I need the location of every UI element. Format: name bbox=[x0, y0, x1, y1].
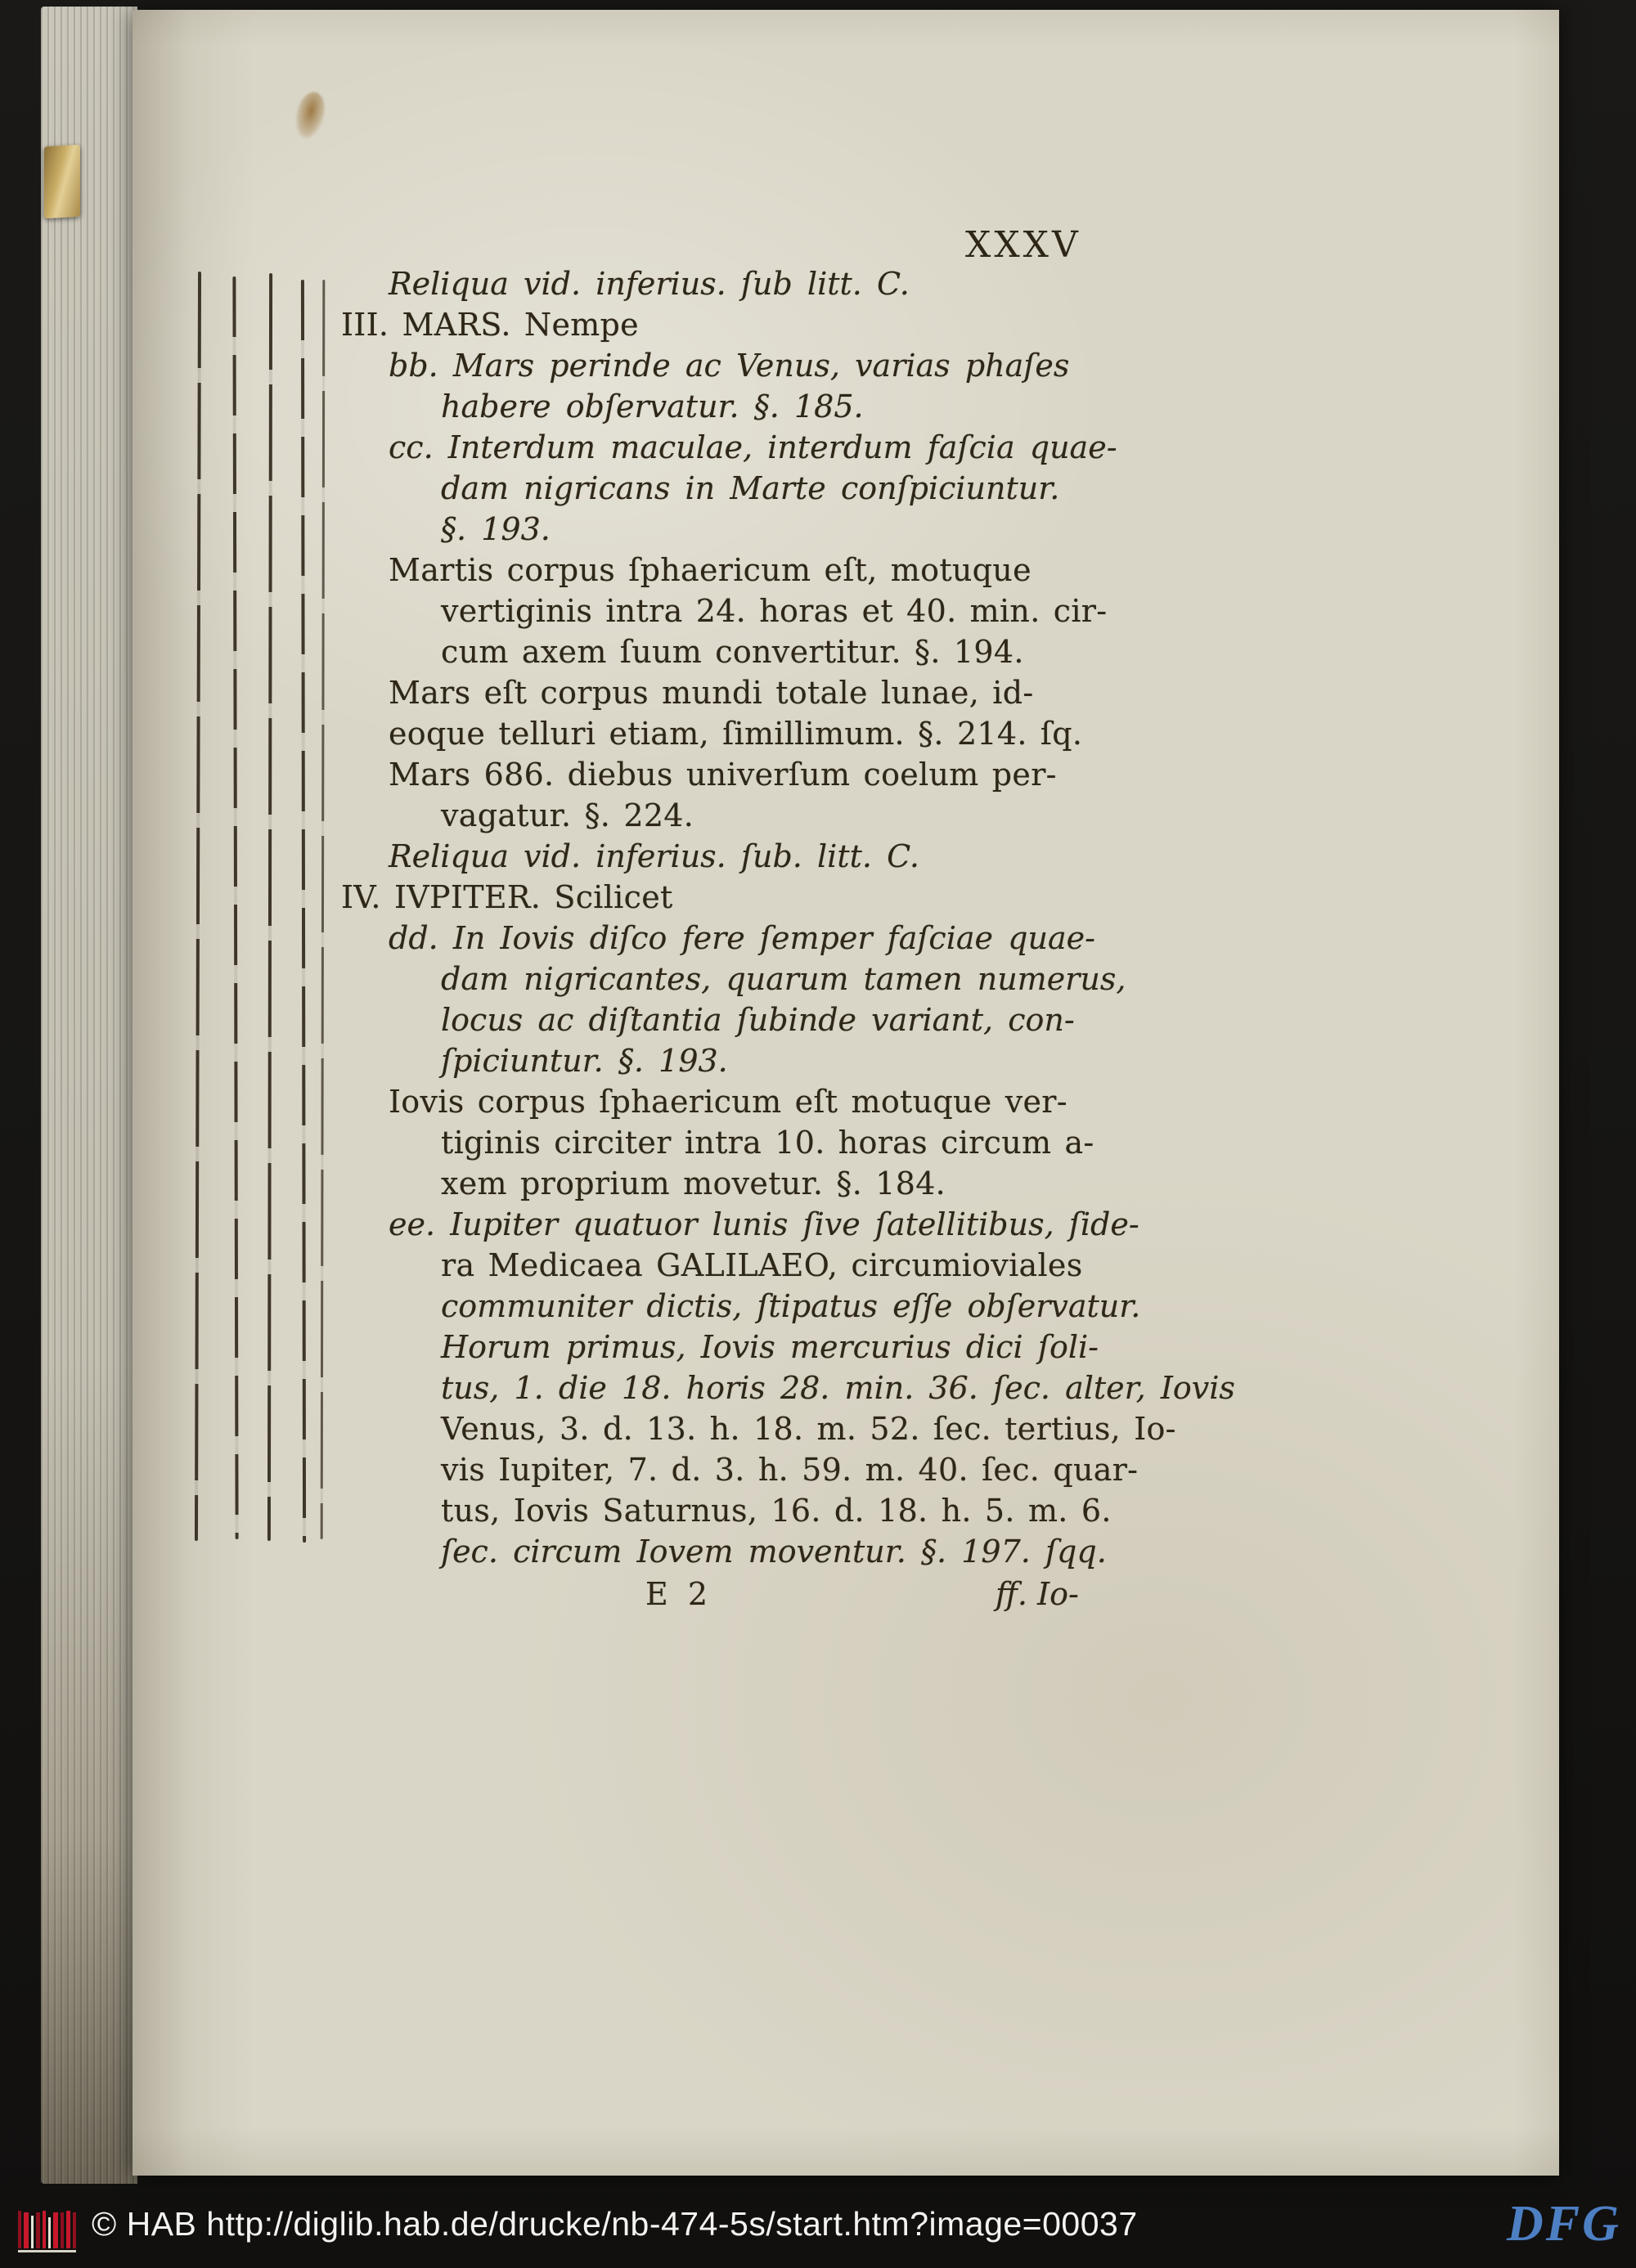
text-line: tus, Iovis Saturnus, 16. d. 18. h. 5. m. 6. bbox=[441, 1493, 1112, 1529]
text-line: cum axem ſuum convertitur. §. 194. bbox=[441, 634, 1024, 670]
text-line: Reliqua vid. inferius. ſub. litt. C. bbox=[389, 838, 919, 874]
text-line: locus ac diſtantia ſubinde variant, con- bbox=[441, 1002, 1075, 1038]
attribution-text: © HAB http://diglib.hab.de/drucke/nb-474-5s/start.htm?image=00037 bbox=[92, 2205, 1138, 2243]
text-line: habere obſervatur. §. 185. bbox=[441, 388, 864, 424]
signature-row bbox=[341, 1574, 1167, 1615]
margin-ink-line bbox=[195, 272, 201, 1541]
text-line: ſec. circum Iovem moventur. §. 197. ſqq. bbox=[441, 1534, 1107, 1570]
text-line: communiter dictis, ſtipatus eſſe obſervatur. bbox=[441, 1288, 1141, 1324]
margin-ink-line bbox=[301, 280, 306, 1543]
text-line: vertiginis intra 24. horas et 40. min. cir- bbox=[441, 593, 1108, 629]
attribution-footer bbox=[0, 2194, 1636, 2268]
paper-stain bbox=[290, 89, 329, 142]
text-line: vagatur. §. 224. bbox=[441, 797, 694, 833]
text-line: tiginis circiter intra 10. horas circum a- bbox=[441, 1125, 1094, 1161]
book-page bbox=[133, 10, 1559, 2176]
text-line: xem proprium movetur. §. 184. bbox=[441, 1165, 946, 1201]
text-line: IV. IVPITER. Scilicet bbox=[341, 879, 673, 915]
text-line: eoque telluri etiam, ſimillimum. §. 214. ſq. bbox=[389, 716, 1083, 752]
text-line: ſpiciuntur. §. 193. bbox=[441, 1043, 728, 1079]
dfg-logo: DFG bbox=[1507, 2196, 1621, 2252]
printed-text-block bbox=[341, 263, 1235, 1615]
text-line: ee. Iupiter quatuor lunis ſive ſatellitibus, ſide- bbox=[389, 1206, 1139, 1242]
signature-mark: E 2 bbox=[645, 1576, 712, 1612]
margin-ink-line bbox=[267, 273, 272, 1541]
text-line: Reliqua vid. inferius. ſub litt. C. bbox=[389, 266, 910, 302]
text-line: Mars eſt corpus mundi totale lunae, id- bbox=[389, 675, 1034, 711]
text-line: bb. Mars perinde ac Venus, varias phaſes bbox=[389, 348, 1070, 384]
page-number: XXXV bbox=[965, 224, 1081, 266]
text-line: cc. Interdum maculae, interdum faſcia quae- bbox=[389, 429, 1117, 465]
text-line: Iovis corpus ſphaericum eſt motuque ver- bbox=[389, 1084, 1067, 1120]
text-lines bbox=[341, 263, 1235, 1572]
text-line: dam nigricans in Marte conſpiciuntur. bbox=[441, 470, 1060, 506]
text-line: vis Iupiter, 7. d. 3. h. 59. m. 40. ſec. quar- bbox=[441, 1452, 1139, 1488]
catchword: ff. Io- bbox=[996, 1576, 1079, 1612]
hab-logo-icon bbox=[18, 2210, 76, 2252]
margin-ink-line bbox=[321, 280, 326, 1539]
text-line: Martis corpus ſphaericum eſt, motuque bbox=[389, 552, 1031, 588]
binding-clasp bbox=[44, 145, 80, 218]
text-line: Mars 686. diebus univerſum coelum per- bbox=[389, 757, 1057, 793]
text-line: tus, 1. die 18. horis 28. min. 36. ſec. alter, Iovis bbox=[441, 1370, 1235, 1406]
book-page-edges bbox=[41, 7, 137, 2184]
text-line: §. 193. bbox=[441, 511, 551, 547]
text-line: Venus, 3. d. 13. h. 18. m. 52. ſec. tertius, Io- bbox=[441, 1411, 1176, 1447]
text-line: dam nigricantes, quarum tamen numerus, bbox=[441, 961, 1126, 997]
text-line: dd. In Iovis diſco fere ſemper faſciae quae- bbox=[389, 920, 1095, 956]
text-line: ra Medicaea GALILAEO, circumioviales bbox=[441, 1247, 1083, 1283]
margin-ink-line bbox=[232, 276, 238, 1539]
text-line: III. MARS. Nempe bbox=[341, 307, 639, 343]
text-line: Horum primus, Iovis mercurius dici ſoli- bbox=[441, 1329, 1099, 1365]
